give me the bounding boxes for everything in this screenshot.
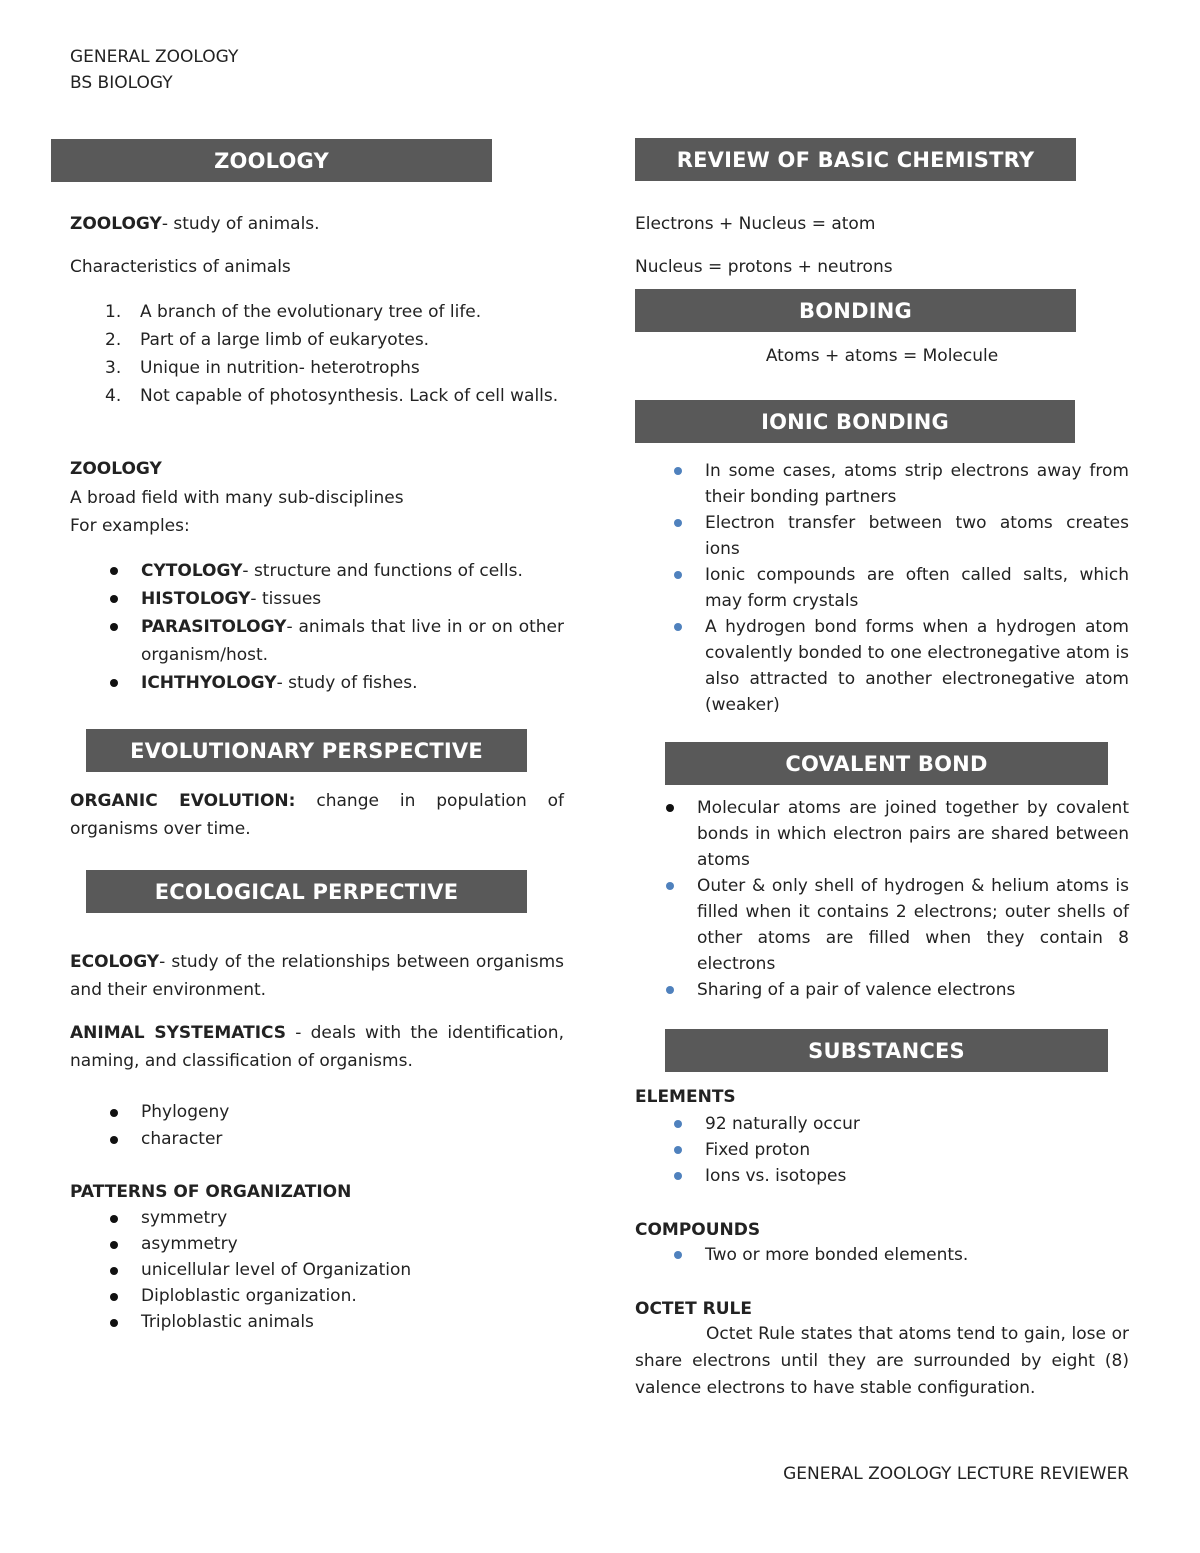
disciplines-list	[106, 557, 564, 697]
list-item: Two or more bonded elements.	[670, 1242, 1129, 1268]
substances-banner: SUBSTANCES	[665, 1029, 1108, 1072]
list-item: HISTOLOGY- tissues	[106, 585, 564, 613]
covalent-list	[662, 795, 1129, 1003]
list-item: 3. Unique in nutrition- heterotrophs	[105, 358, 420, 378]
characteristics-list	[70, 298, 564, 410]
octet-heading: OCTET RULE	[635, 1299, 752, 1319]
systematics-list	[106, 1099, 564, 1153]
organic-evolution: ORGANIC EVOLUTION: change in population of organisms over time.	[70, 791, 565, 839]
list-item: CYTOLOGY- structure and functions of cells.	[106, 557, 564, 585]
chemistry-line-2: Nucleus = protons + neutrons	[635, 257, 893, 277]
list-item: Electron transfer between two atoms creates ions	[670, 510, 1129, 562]
subdisciplines-examples: For examples:	[70, 516, 190, 536]
zoology-term: ZOOLOGY	[70, 214, 162, 234]
list-item: Fixed proton	[670, 1137, 1129, 1163]
list-item: A hydrogen bond forms when a hydrogen atom covalently bonded to one electronegative atom is also attracted to another electronegative atom (weaker)	[670, 614, 1129, 718]
list-item: asymmetry	[106, 1231, 564, 1257]
list-item: Diploblastic organization.	[106, 1283, 564, 1309]
list-item: unicellular level of Organization	[106, 1257, 564, 1283]
elements-list	[670, 1111, 1129, 1189]
list-item: 1. A branch of the evolutionary tree of life.	[105, 302, 482, 322]
octet-text: Octet Rule states that atoms tend to gain, lose or share electrons until they are surrounded by eight (8) valence electrons to have stable configuration.	[635, 1324, 1129, 1398]
header-program: BS BIOLOGY	[70, 73, 173, 93]
list-item: PARASITOLOGY- animals that live in or on other organism/host.	[106, 613, 564, 669]
list-item: Triploblastic animals	[106, 1309, 564, 1335]
elements-heading: ELEMENTS	[635, 1087, 736, 1107]
characteristics-title: Characteristics of animals	[70, 257, 291, 277]
list-item: 2. Part of a large limb of eukaryotes.	[105, 330, 430, 350]
zoology-definition	[70, 210, 564, 238]
evolutionary-banner: EVOLUTIONARY PERSPECTIVE	[86, 729, 527, 772]
list-item: 92 naturally occur	[670, 1111, 1129, 1137]
list-item: symmetry	[106, 1205, 564, 1231]
covalent-banner: COVALENT BOND	[665, 742, 1108, 785]
subdisciplines-heading: ZOOLOGY	[70, 459, 162, 479]
subdisciplines-intro: A broad field with many sub-disciplines	[70, 488, 404, 508]
ionic-list	[670, 458, 1129, 718]
ecology-definition: ECOLOGY- study of the relationships between organisms and their environment.	[70, 952, 564, 1000]
list-item: Molecular atoms are joined together by covalent bonds in which electron pairs are shared between atoms	[662, 795, 1129, 873]
footer-title: GENERAL ZOOLOGY LECTURE REVIEWER	[783, 1464, 1129, 1484]
header-course: GENERAL ZOOLOGY	[70, 47, 239, 67]
bonding-line: Atoms + atoms = Molecule	[765, 346, 999, 366]
list-item: In some cases, atoms strip electrons away from their bonding partners	[670, 458, 1129, 510]
chemistry-line-1: Electrons + Nucleus = atom	[635, 214, 876, 234]
zoology-banner: ZOOLOGY	[51, 139, 492, 182]
compounds-heading: COMPOUNDS	[635, 1220, 761, 1240]
list-item: Phylogeny	[106, 1099, 564, 1126]
chemistry-banner: REVIEW OF BASIC CHEMISTRY	[635, 138, 1076, 181]
systematics-definition: ANIMAL SYSTEMATICS - deals with the identification, naming, and classification of organisms.	[70, 1023, 564, 1071]
bonding-banner: BONDING	[635, 289, 1076, 332]
list-item: Outer & only shell of hydrogen & helium atoms is filled when it contains 2 electrons; outer shells of other atoms are filled when they contain 8 electrons	[662, 873, 1129, 977]
patterns-heading: PATTERNS OF ORGANIZATION	[70, 1182, 352, 1202]
list-item: 4. Not capable of photosynthesis. Lack of cell walls.	[105, 386, 559, 406]
list-item: Sharing of a pair of valence electrons	[662, 977, 1129, 1003]
compounds-list	[670, 1242, 1129, 1268]
list-item: Ionic compounds are often called salts, which may form crystals	[670, 562, 1129, 614]
zoology-def-text: - study of animals.	[161, 214, 320, 234]
list-item: character	[106, 1126, 564, 1153]
ecological-banner: ECOLOGICAL PERPECTIVE	[86, 870, 527, 913]
list-item: ICHTHYOLOGY- study of fishes.	[106, 669, 564, 697]
ionic-banner: IONIC BONDING	[635, 400, 1075, 443]
list-item: Ions vs. isotopes	[670, 1163, 1129, 1189]
patterns-list	[106, 1205, 564, 1335]
